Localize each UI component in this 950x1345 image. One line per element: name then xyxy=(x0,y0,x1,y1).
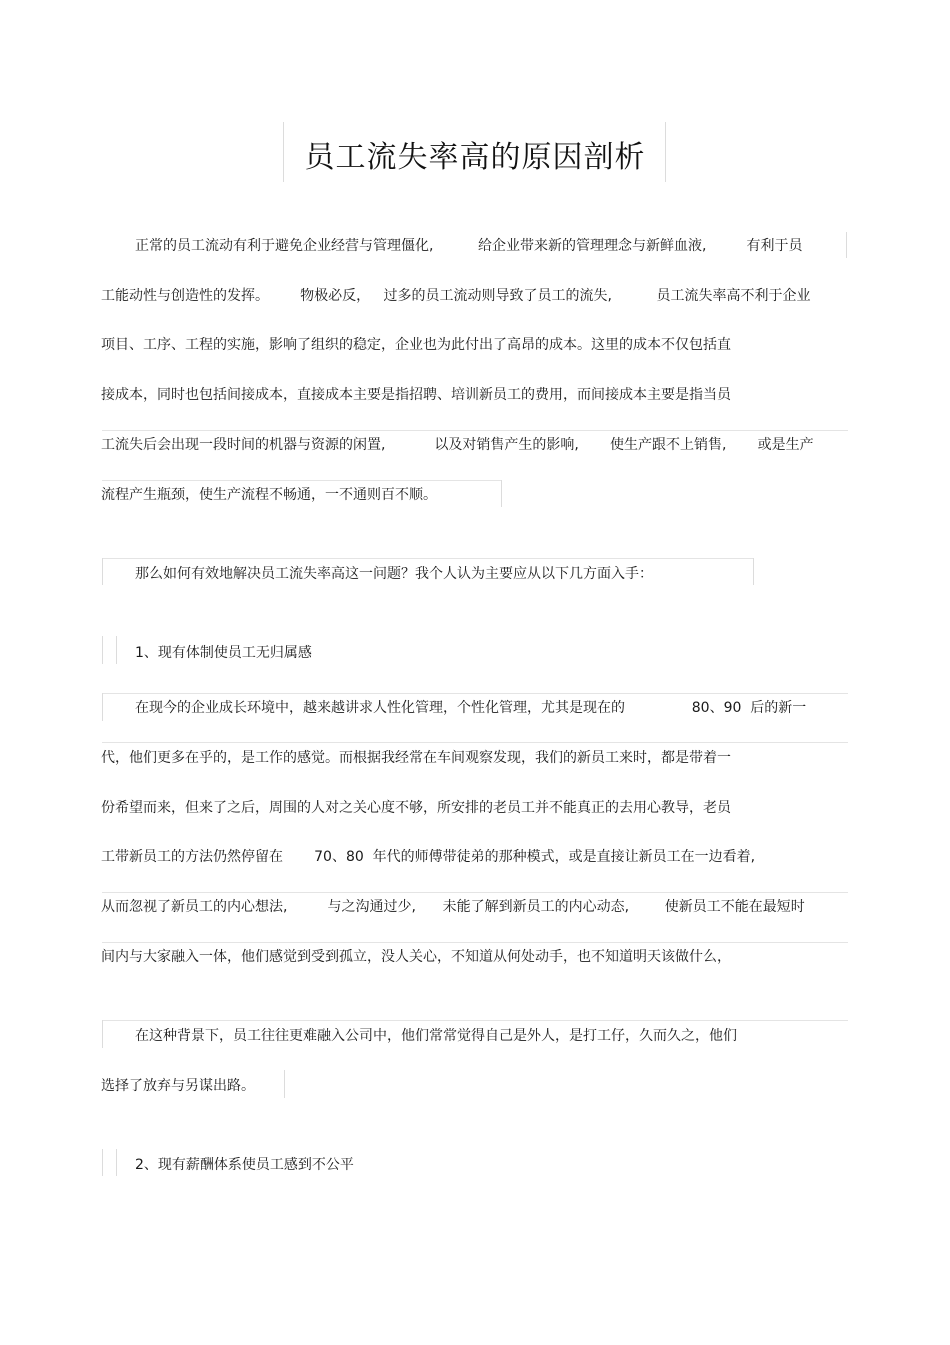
document-title: 员工流失率高的原因剖析 xyxy=(304,140,646,175)
paragraph-2: 那么如何有效地解决员工流失率高这一问题？我个人认为主要应从以下几方面入手： xyxy=(135,566,653,582)
p1-rule-b xyxy=(102,480,502,481)
h1-left-rule xyxy=(102,636,103,664)
paragraph-1-line-5: 工流失后会出现一段时间的机器与资源的闲置, 以及对销售产生的影响, 使生产跟不上销售, 或是生产 xyxy=(101,437,814,453)
paragraph-4-line-2: 选择了放弃与另谋出路。 xyxy=(101,1078,255,1094)
section-heading-2: 2、现有薪酬体系使员工感到不公平 xyxy=(135,1157,354,1173)
p1-end-rule xyxy=(501,480,502,507)
paragraph-3-line-2: 代，他们更多在乎的，是工作的感觉。而根据我经常在车间观察发现，我们的新员工来时，都是带着一 xyxy=(101,750,731,766)
section-heading-1: 1、现有体制使员工无归属感 xyxy=(135,645,312,661)
p3-left-rule xyxy=(102,693,103,721)
p3-top-rule xyxy=(102,693,848,694)
paragraph-4-line-1: 在这种背景下，员工往往更难融入公司中，他们常常觉得自己是外人，是打工仔，久而久之，他们 xyxy=(135,1028,737,1044)
p2-left-rule xyxy=(102,558,103,585)
paragraph-1-line-1: 正常的员工流动有利于避免企业经营与管理僵化, 给企业带来新的管理理念与新鲜血液, 有利于员 xyxy=(135,238,803,254)
h2-left-rule xyxy=(102,1149,103,1176)
paragraph-3-line-1: 在现今的企业成长环境中，越来越讲求人性化管理，个性化管理，尤其是现在的 80、90 后的新一 xyxy=(135,700,807,716)
paragraph-3-line-3: 份希望而来，但来了之后，周围的人对之关心度不够，所安排的老员工并不能真正的去用心教导，老员 xyxy=(101,800,731,816)
paragraph-3-line-6: 间内与大家融入一体，他们感觉到受到孤立，没人关心，不知道从何处动手，也不知道明天该做什么， xyxy=(101,949,731,965)
paragraph-1-line-6: 流程产生瓶颈，使生产流程不畅通，一不通则百不顺。 xyxy=(101,487,437,503)
paragraph-1-line-3: 项目、工序、工程的实施，影响了组织的稳定，企业也为此付出了高昂的成本。这里的成本不仅包括直 xyxy=(101,337,731,353)
p1-rule-a xyxy=(102,430,848,431)
paragraph-3-line-5: 从而忽视了新员工的内心想法, 与之沟通过少, 未能了解到新员工的内心动态, 使新员工不能在最短时 xyxy=(101,899,805,915)
p4-end-rule xyxy=(284,1070,285,1098)
p3-rule-b xyxy=(102,892,848,893)
p1-right-rule xyxy=(846,232,847,258)
p3-rule-c xyxy=(102,942,848,943)
h1-left-rule-2 xyxy=(116,636,117,664)
paragraph-1-line-2: 工能动性与创造性的发挥。 物极必反， 过多的员工流动则导致了员工的流失, 员工流失率高不利于企业 xyxy=(101,288,811,304)
paragraph-3-line-4: 工带新员工的方法仍然停留在 70、80 年代的师傅带徒弟的那种模式，或是直接让新员工在一边看着, xyxy=(101,849,756,865)
p4-left-rule xyxy=(102,1020,103,1048)
p3-rule-a xyxy=(102,742,848,743)
h2-left-rule-2 xyxy=(116,1149,117,1176)
p2-right-rule xyxy=(753,558,754,585)
p4-top-rule xyxy=(102,1020,848,1021)
p2-top-rule xyxy=(102,558,754,559)
paragraph-1-line-4: 接成本，同时也包括间接成本，直接成本主要是指招聘、培训新员工的费用，而间接成本主要是指当员 xyxy=(101,387,731,403)
